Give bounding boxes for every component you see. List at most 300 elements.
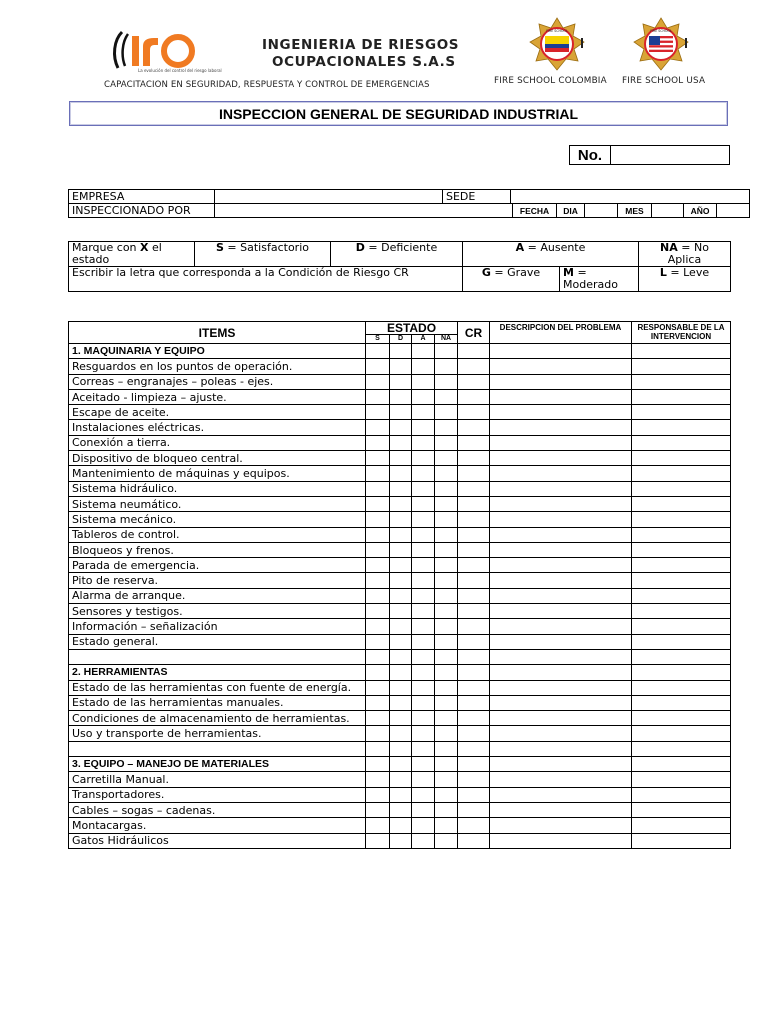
legend-no-aplica: NA = No Aplica [639, 242, 731, 267]
estado-a-header: A [412, 335, 435, 344]
estado-d-cell[interactable] [390, 665, 412, 680]
estado-a-cell[interactable] [412, 711, 435, 726]
cr-cell[interactable] [458, 359, 490, 374]
descripcion-cell[interactable] [490, 619, 632, 634]
estado-na-cell[interactable] [435, 665, 458, 680]
descripcion-cell[interactable] [490, 695, 632, 710]
descripcion-cell[interactable] [490, 558, 632, 573]
responsable-cell[interactable] [632, 466, 731, 481]
descripcion-cell[interactable] [490, 787, 632, 802]
table-row [69, 481, 731, 496]
estado-s-cell[interactable] [366, 481, 390, 496]
estado-d-cell[interactable] [390, 420, 412, 435]
estado-a-cell[interactable] [412, 833, 435, 848]
estado-a-cell[interactable] [412, 634, 435, 649]
responsable-cell[interactable] [632, 833, 731, 848]
fecha-label: FECHA [513, 204, 557, 218]
estado-na-cell[interactable] [435, 772, 458, 787]
legend-table [68, 241, 731, 292]
legend-satisfactorio: S = Satisfactorio [195, 242, 331, 267]
anio-field[interactable] [717, 204, 750, 218]
estado-d-cell[interactable] [390, 435, 412, 450]
fire-school-colombia-emblem [528, 16, 586, 74]
estado-na-cell[interactable] [435, 726, 458, 741]
estado-d-cell[interactable] [390, 802, 412, 817]
cr-cell[interactable] [458, 481, 490, 496]
descripcion-cell[interactable] [490, 420, 632, 435]
descripcion-cell[interactable] [490, 389, 632, 404]
estado-d-cell[interactable] [390, 481, 412, 496]
descripcion-cell[interactable] [490, 496, 632, 511]
table-row [69, 542, 731, 557]
estado-s-cell[interactable] [366, 665, 390, 680]
inspection-items-table [68, 321, 731, 849]
cr-cell[interactable] [458, 802, 490, 817]
descripcion-cell[interactable] [490, 634, 632, 649]
legend-marque: Marque con X el estado [69, 242, 195, 267]
responsable-cell[interactable] [632, 665, 731, 680]
estado-d-cell[interactable] [390, 619, 412, 634]
descripcion-cell[interactable] [490, 344, 632, 359]
table-row [69, 802, 731, 817]
estado-s-cell[interactable] [366, 405, 390, 420]
responsable-cell[interactable] [632, 741, 731, 756]
table-row [69, 451, 731, 466]
estado-a-cell[interactable] [412, 420, 435, 435]
cr-cell[interactable] [458, 573, 490, 588]
estado-na-cell[interactable] [435, 695, 458, 710]
estado-a-cell[interactable] [412, 757, 435, 772]
descripcion-cell[interactable] [490, 741, 632, 756]
estado-header: ESTADO [366, 322, 458, 335]
estado-na-cell[interactable] [435, 496, 458, 511]
estado-d-cell[interactable] [390, 389, 412, 404]
estado-a-cell[interactable] [412, 344, 435, 359]
section-title: 2. HERRAMIENTAS [69, 665, 366, 680]
estado-d-cell[interactable] [390, 527, 412, 542]
section-header-row [69, 757, 731, 772]
cr-cell[interactable] [458, 619, 490, 634]
estado-na-cell[interactable] [435, 466, 458, 481]
estado-na-cell[interactable] [435, 405, 458, 420]
info-row-empresa [69, 190, 750, 204]
estado-s-cell[interactable] [366, 542, 390, 557]
legend-escribir: Escribir la letra que corresponda a la Condición de Riesgo CR [69, 267, 463, 292]
descripcion-cell[interactable] [490, 527, 632, 542]
section-header-row [69, 344, 731, 359]
responsable-cell[interactable] [632, 420, 731, 435]
estado-a-cell[interactable] [412, 649, 435, 664]
descripcion-cell[interactable] [490, 726, 632, 741]
cr-cell[interactable] [458, 496, 490, 511]
estado-d-cell[interactable] [390, 726, 412, 741]
estado-na-cell[interactable] [435, 512, 458, 527]
item-label: Pito de reserva. [69, 573, 366, 588]
descripcion-cell[interactable] [490, 604, 632, 619]
responsable-cell[interactable] [632, 772, 731, 787]
info-row-inspeccionado [69, 204, 750, 218]
responsable-cell[interactable] [632, 435, 731, 450]
estado-a-cell[interactable] [412, 558, 435, 573]
legend-deficiente: D = Deficiente [331, 242, 463, 267]
estado-d-cell[interactable] [390, 833, 412, 848]
responsable-cell[interactable] [632, 711, 731, 726]
responsable-cell[interactable] [632, 451, 731, 466]
estado-d-cell[interactable] [390, 695, 412, 710]
estado-s-cell[interactable] [366, 451, 390, 466]
descripcion-cell[interactable] [490, 405, 632, 420]
cr-cell[interactable] [458, 542, 490, 557]
estado-s-cell[interactable] [366, 527, 390, 542]
estado-s-cell[interactable] [366, 389, 390, 404]
estado-a-cell[interactable] [412, 772, 435, 787]
responsable-cell[interactable] [632, 344, 731, 359]
estado-na-cell[interactable] [435, 680, 458, 695]
table-row [69, 695, 731, 710]
table-row [69, 711, 731, 726]
descripcion-cell[interactable] [490, 818, 632, 833]
inspeccionado-field[interactable] [215, 204, 513, 218]
estado-s-cell[interactable] [366, 726, 390, 741]
cr-cell[interactable] [458, 389, 490, 404]
descripcion-cell[interactable] [490, 512, 632, 527]
table-row [69, 496, 731, 511]
section-header-row [69, 665, 731, 680]
estado-na-cell[interactable] [435, 649, 458, 664]
estado-d-cell[interactable] [390, 466, 412, 481]
cr-cell[interactable] [458, 726, 490, 741]
estado-s-cell[interactable] [366, 512, 390, 527]
legend-grave: G = Grave [463, 267, 560, 292]
estado-d-cell[interactable] [390, 787, 412, 802]
estado-d-cell[interactable] [390, 711, 412, 726]
responsable-cell[interactable] [632, 405, 731, 420]
table-row [69, 680, 731, 695]
estado-a-cell[interactable] [412, 818, 435, 833]
item-label: Estado de las herramientas con fuente de energía. [69, 680, 366, 695]
estado-a-cell[interactable] [412, 665, 435, 680]
empresa-label: EMPRESA [69, 190, 215, 204]
estado-na-cell[interactable] [435, 420, 458, 435]
cr-cell[interactable] [458, 665, 490, 680]
cr-cell[interactable] [458, 451, 490, 466]
estado-s-cell[interactable] [366, 695, 390, 710]
estado-na-cell[interactable] [435, 359, 458, 374]
estado-na-cell[interactable] [435, 389, 458, 404]
table-row [69, 741, 731, 756]
item-label: Transportadores. [69, 787, 366, 802]
legend-leve: L = Leve [639, 267, 731, 292]
estado-s-cell[interactable] [366, 374, 390, 389]
estado-s-cell[interactable] [366, 588, 390, 603]
estado-s-cell[interactable] [366, 604, 390, 619]
item-label: Carretilla Manual. [69, 772, 366, 787]
cr-cell[interactable] [458, 711, 490, 726]
form-number-field[interactable] [611, 146, 729, 164]
descripcion-cell[interactable] [490, 435, 632, 450]
table-row [69, 619, 731, 634]
estado-a-cell[interactable] [412, 802, 435, 817]
estado-d-cell[interactable] [390, 344, 412, 359]
estado-na-cell[interactable] [435, 741, 458, 756]
estado-s-cell[interactable] [366, 435, 390, 450]
estado-na-cell[interactable] [435, 435, 458, 450]
table-row [69, 374, 731, 389]
estado-na-cell[interactable] [435, 527, 458, 542]
estado-na-cell[interactable] [435, 451, 458, 466]
estado-s-cell[interactable] [366, 558, 390, 573]
fire-school-usa-emblem [632, 16, 690, 74]
cr-cell[interactable] [458, 634, 490, 649]
descripcion-cell[interactable] [490, 711, 632, 726]
responsable-cell[interactable] [632, 512, 731, 527]
estado-s-cell[interactable] [366, 496, 390, 511]
item-label: Escape de aceite. [69, 405, 366, 420]
estado-d-cell[interactable] [390, 741, 412, 756]
estado-a-cell[interactable] [412, 435, 435, 450]
estado-a-cell[interactable] [412, 573, 435, 588]
estado-a-cell[interactable] [412, 787, 435, 802]
estado-na-cell[interactable] [435, 833, 458, 848]
cr-cell[interactable] [458, 527, 490, 542]
item-label: Alarma de arranque. [69, 588, 366, 603]
responsable-cell[interactable] [632, 389, 731, 404]
descripcion-cell[interactable] [490, 588, 632, 603]
fire-school-colombia-label: FIRE SCHOOL COLOMBIA [494, 76, 607, 86]
item-label: Parada de emergencia. [69, 558, 366, 573]
estado-a-cell[interactable] [412, 542, 435, 557]
responsable-cell[interactable] [632, 527, 731, 542]
estado-d-cell[interactable] [390, 573, 412, 588]
cr-cell[interactable] [458, 512, 490, 527]
cr-cell[interactable] [458, 588, 490, 603]
estado-d-cell[interactable] [390, 542, 412, 557]
mes-field[interactable] [652, 204, 684, 218]
cr-cell[interactable] [458, 649, 490, 664]
estado-na-cell[interactable] [435, 711, 458, 726]
estado-d-cell[interactable] [390, 634, 412, 649]
responsable-cell[interactable] [632, 695, 731, 710]
estado-s-cell[interactable] [366, 649, 390, 664]
responsable-cell[interactable] [632, 634, 731, 649]
cr-cell[interactable] [458, 787, 490, 802]
estado-s-cell[interactable] [366, 680, 390, 695]
estado-d-cell[interactable] [390, 359, 412, 374]
responsable-cell[interactable] [632, 558, 731, 573]
estado-s-cell[interactable] [366, 757, 390, 772]
responsable-cell[interactable] [632, 359, 731, 374]
estado-d-cell[interactable] [390, 451, 412, 466]
estado-a-cell[interactable] [412, 726, 435, 741]
item-label: Conexión a tierra. [69, 435, 366, 450]
table-row [69, 726, 731, 741]
cr-cell[interactable] [458, 833, 490, 848]
estado-na-cell[interactable] [435, 604, 458, 619]
responsable-cell[interactable] [632, 604, 731, 619]
estado-a-cell[interactable] [412, 451, 435, 466]
estado-s-cell[interactable] [366, 359, 390, 374]
estado-na-cell[interactable] [435, 757, 458, 772]
responsable-cell[interactable] [632, 802, 731, 817]
estado-d-cell[interactable] [390, 680, 412, 695]
estado-na-cell[interactable] [435, 802, 458, 817]
estado-d-cell[interactable] [390, 818, 412, 833]
estado-d-cell[interactable] [390, 604, 412, 619]
estado-a-cell[interactable] [412, 680, 435, 695]
estado-s-cell[interactable] [366, 573, 390, 588]
descripcion-cell[interactable] [490, 757, 632, 772]
estado-s-cell[interactable] [366, 619, 390, 634]
responsable-cell[interactable] [632, 726, 731, 741]
estado-s-cell[interactable] [366, 466, 390, 481]
dia-field[interactable] [585, 204, 618, 218]
estado-s-cell[interactable] [366, 772, 390, 787]
estado-d-cell[interactable] [390, 496, 412, 511]
descripcion-cell[interactable] [490, 665, 632, 680]
item-label: Condiciones de almacenamiento de herramientas. [69, 711, 366, 726]
estado-s-cell[interactable] [366, 711, 390, 726]
estado-d-cell[interactable] [390, 649, 412, 664]
estado-na-cell[interactable] [435, 634, 458, 649]
empresa-field[interactable] [215, 190, 443, 204]
cr-cell[interactable] [458, 772, 490, 787]
cr-cell[interactable] [458, 695, 490, 710]
anio-label: AÑO [684, 204, 717, 218]
descripcion-cell[interactable] [490, 451, 632, 466]
estado-d-cell[interactable] [390, 772, 412, 787]
cr-cell[interactable] [458, 680, 490, 695]
cr-cell[interactable] [458, 757, 490, 772]
estado-a-cell[interactable] [412, 512, 435, 527]
table-row [69, 604, 731, 619]
table-row [69, 772, 731, 787]
cr-cell[interactable] [458, 466, 490, 481]
cr-cell[interactable] [458, 374, 490, 389]
descripcion-cell[interactable] [490, 680, 632, 695]
cr-cell[interactable] [458, 344, 490, 359]
descripcion-cell[interactable] [490, 802, 632, 817]
items-header-row [69, 322, 731, 335]
descripcion-cell[interactable] [490, 542, 632, 557]
estado-d-cell[interactable] [390, 405, 412, 420]
cr-cell[interactable] [458, 435, 490, 450]
responsable-cell[interactable] [632, 481, 731, 496]
estado-na-cell[interactable] [435, 619, 458, 634]
estado-na-cell[interactable] [435, 542, 458, 557]
page-header [0, 0, 768, 100]
estado-na-cell[interactable] [435, 818, 458, 833]
responsable-cell[interactable] [632, 680, 731, 695]
cr-cell[interactable] [458, 558, 490, 573]
estado-a-cell[interactable] [412, 405, 435, 420]
table-row [69, 649, 731, 664]
table-row [69, 527, 731, 542]
descripcion-cell[interactable] [490, 649, 632, 664]
item-label: Sistema hidráulico. [69, 481, 366, 496]
estado-a-cell[interactable] [412, 695, 435, 710]
responsable-cell[interactable] [632, 573, 731, 588]
estado-s-cell[interactable] [366, 787, 390, 802]
descripcion-cell[interactable] [490, 573, 632, 588]
descripcion-cell[interactable] [490, 833, 632, 848]
estado-a-cell[interactable] [412, 741, 435, 756]
descripcion-cell[interactable] [490, 466, 632, 481]
sede-field[interactable] [511, 190, 750, 204]
estado-s-cell[interactable] [366, 802, 390, 817]
cr-cell[interactable] [458, 420, 490, 435]
cr-cell[interactable] [458, 604, 490, 619]
descripcion-cell[interactable] [490, 359, 632, 374]
estado-a-cell[interactable] [412, 374, 435, 389]
estado-na-cell[interactable] [435, 558, 458, 573]
item-label: Sensores y testigos. [69, 604, 366, 619]
responsable-cell[interactable] [632, 374, 731, 389]
descripcion-cell[interactable] [490, 772, 632, 787]
responsable-cell[interactable] [632, 588, 731, 603]
estado-na-cell[interactable] [435, 573, 458, 588]
estado-a-cell[interactable] [412, 389, 435, 404]
responsable-cell[interactable] [632, 542, 731, 557]
estado-d-cell[interactable] [390, 588, 412, 603]
table-row [69, 466, 731, 481]
estado-na-cell[interactable] [435, 344, 458, 359]
estado-s-cell[interactable] [366, 420, 390, 435]
estado-a-cell[interactable] [412, 604, 435, 619]
estado-d-cell[interactable] [390, 558, 412, 573]
estado-s-header: S [366, 335, 390, 344]
descripcion-cell[interactable] [490, 481, 632, 496]
form-number-box [569, 145, 730, 165]
estado-a-cell[interactable] [412, 496, 435, 511]
estado-d-cell[interactable] [390, 512, 412, 527]
responsable-cell[interactable] [632, 757, 731, 772]
cr-cell[interactable] [458, 405, 490, 420]
estado-a-cell[interactable] [412, 481, 435, 496]
item-label: Instalaciones eléctricas. [69, 420, 366, 435]
company-name-line2: OCUPACIONALES S.A.S [272, 54, 456, 70]
descripcion-cell[interactable] [490, 374, 632, 389]
estado-s-cell[interactable] [366, 344, 390, 359]
estado-d-cell[interactable] [390, 757, 412, 772]
estado-s-cell[interactable] [366, 818, 390, 833]
estado-na-cell[interactable] [435, 481, 458, 496]
responsable-cell[interactable] [632, 787, 731, 802]
estado-d-header: D [390, 335, 412, 344]
estado-a-cell[interactable] [412, 527, 435, 542]
cr-cell[interactable] [458, 818, 490, 833]
table-row [69, 389, 731, 404]
form-title: INSPECCION GENERAL DE SEGURIDAD INDUSTRIAL [69, 101, 728, 126]
estado-a-cell[interactable] [412, 619, 435, 634]
estado-d-cell[interactable] [390, 374, 412, 389]
responsable-cell[interactable] [632, 818, 731, 833]
estado-na-cell[interactable] [435, 374, 458, 389]
legend-row-riesgo [69, 267, 731, 292]
estado-s-cell[interactable] [366, 741, 390, 756]
estado-na-cell[interactable] [435, 588, 458, 603]
estado-na-cell[interactable] [435, 787, 458, 802]
responsable-cell[interactable] [632, 619, 731, 634]
estado-s-cell[interactable] [366, 634, 390, 649]
estado-a-cell[interactable] [412, 466, 435, 481]
estado-a-cell[interactable] [412, 588, 435, 603]
table-row [69, 359, 731, 374]
cr-cell[interactable] [458, 741, 490, 756]
estado-s-cell[interactable] [366, 833, 390, 848]
responsable-cell[interactable] [632, 496, 731, 511]
estado-a-cell[interactable] [412, 359, 435, 374]
responsable-cell[interactable] [632, 649, 731, 664]
